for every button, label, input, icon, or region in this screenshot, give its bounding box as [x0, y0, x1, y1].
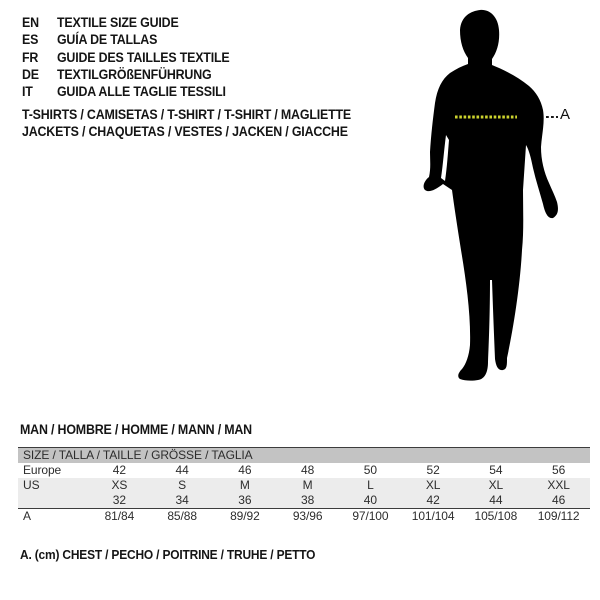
table-cell: 56 [552, 463, 566, 477]
table-cell: 32 [112, 493, 126, 507]
section-title-man: MAN / HOMBRE / HOMME / MANN / MAN [20, 422, 252, 437]
language-row [22, 14, 229, 31]
size-table [18, 447, 590, 524]
man-silhouette-figure [405, 0, 600, 400]
table-cell: 42 [426, 493, 440, 507]
row-label [18, 493, 88, 508]
language-label: GUIDE DES TAILLES TEXTILE [56, 49, 230, 65]
table-cell: XL [425, 478, 441, 492]
man-silhouette-graphic [405, 0, 600, 400]
language-row [22, 49, 229, 66]
table-cell: 42 [112, 463, 126, 477]
language-row [22, 31, 229, 48]
table-row-us [18, 478, 590, 493]
table-cell: 50 [363, 463, 377, 477]
language-label: TEXTILGRÖßENFÜHRUNG [56, 66, 212, 82]
language-row [22, 83, 229, 100]
size-table-header: SIZE / TALLA / TAILLE / GRÖSSE / TAGLIA [18, 448, 590, 463]
table-cell: 93/96 [292, 509, 323, 523]
table-cell: 46 [238, 463, 252, 477]
table-cell: 40 [363, 493, 377, 507]
table-cell: M [302, 478, 313, 492]
language-code: ES [22, 32, 39, 48]
table-cell: 109/112 [537, 509, 580, 523]
garment-categories [22, 106, 351, 140]
table-cell: 38 [301, 493, 315, 507]
language-row [22, 66, 229, 83]
language-code: DE [22, 66, 39, 82]
language-label: TEXTILE SIZE GUIDE [56, 15, 179, 30]
language-code: IT [22, 84, 33, 100]
table-cell: 54 [489, 463, 503, 477]
row-label: Europe [23, 463, 62, 477]
table-row-chest-a [18, 508, 590, 524]
row-label: US [23, 478, 40, 492]
table-cell: 105/108 [474, 509, 518, 523]
table-cell: 44 [175, 463, 189, 477]
measurement-footnote: A. (cm) CHEST / PECHO / POITRINE / TRUHE / PETTO [20, 547, 316, 562]
table-cell: XS [111, 478, 128, 492]
table-cell: 85/88 [167, 509, 197, 523]
man-silhouette-shape [424, 10, 558, 381]
table-cell: 97/100 [352, 509, 389, 523]
table-cell: 34 [175, 493, 189, 507]
table-cell: S [178, 478, 187, 492]
table-cell: XXL [547, 478, 570, 492]
language-label: GUÍA DE TALLAS [56, 32, 158, 48]
table-cell: 52 [426, 463, 440, 477]
table-cell: 81/84 [104, 509, 135, 523]
table-cell: 89/92 [230, 509, 260, 523]
table-row-us-numeric [18, 493, 590, 508]
table-cell: 48 [301, 463, 315, 477]
language-code: FR [22, 49, 39, 65]
table-row-europe [18, 463, 590, 478]
language-list [22, 14, 229, 100]
table-cell: 36 [238, 493, 252, 507]
table-cell: M [239, 478, 250, 492]
language-label: GUIDA ALLE TAGLIE TESSILI [56, 84, 226, 100]
row-label: A [23, 509, 31, 523]
category-line-jackets: JACKETS / CHAQUETAS / VESTES / JACKEN / GIACCHE [22, 124, 348, 139]
table-cell: 101/104 [411, 509, 455, 523]
category-line-tshirts: T-SHIRTS / CAMISETAS / T-SHIRT / T-SHIRT / MAGLIETTE [22, 107, 352, 122]
table-cell: XL [488, 478, 504, 492]
table-cell: L [367, 478, 374, 492]
table-cell: 44 [489, 493, 503, 507]
table-cell: 46 [552, 493, 566, 507]
language-code: EN [22, 15, 39, 30]
measurement-a-label: A [560, 106, 571, 123]
